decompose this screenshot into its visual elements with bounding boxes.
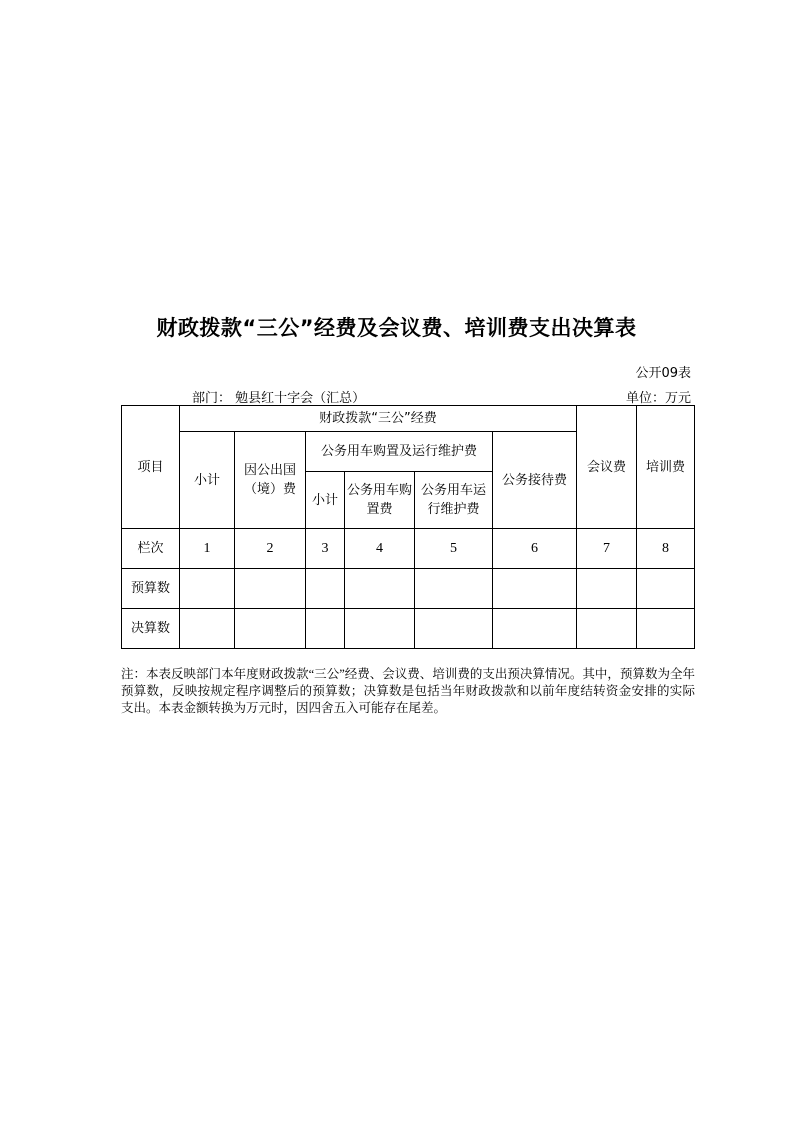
table-cell: 7 (577, 529, 637, 569)
table-cell (345, 569, 415, 609)
vehicle-group-header: 公务用车购置及运行维护费 (306, 432, 493, 472)
table-cell (415, 569, 493, 609)
page-title: 财政拨款“三公”经费及会议费、培训费支出决算表 (156, 316, 637, 340)
abroad-fee-header: 因公出国（境）费 (235, 432, 306, 529)
footnote: 注：本表反映部门本年度财政拨款“三公”经费、会议费、培训费的支出预决算情况。其中，预算数为全年预算数，反映按规定程序调整后的预算数；决算数是包括当年财政拨款和以前年度结转资金安排的实际支出。本表金额转换为万元时，因四舍五入可能存在尾差。 (121, 667, 695, 715)
table-cell (577, 569, 637, 609)
table-cell (306, 609, 345, 649)
reception-fee-header: 公务接待费 (493, 432, 577, 529)
table-cell: 1 (180, 529, 235, 569)
row-label: 栏次 (122, 529, 180, 569)
row-label: 预算数 (122, 569, 180, 609)
form-code: 公开09表 (635, 366, 691, 381)
table-cell (577, 609, 637, 649)
meeting-fee-header: 会议费 (577, 406, 637, 529)
table-cell (235, 569, 306, 609)
table-cell (345, 609, 415, 649)
table-cell (637, 569, 695, 609)
item-header: 项目 (122, 406, 180, 529)
table-cell: 8 (637, 529, 695, 569)
table-row (122, 609, 695, 649)
table-row (122, 529, 695, 569)
table-cell: 3 (306, 529, 345, 569)
three-public-header: 财政拨款“三公”经费 (180, 406, 577, 432)
table-row (122, 569, 695, 609)
table-cell (306, 569, 345, 609)
table-cell (180, 569, 235, 609)
training-fee-header: 培训费 (637, 406, 695, 529)
table-cell: 5 (415, 529, 493, 569)
vehicle-purchase-header: 公务用车购置费 (345, 472, 415, 529)
expenditure-table (121, 405, 695, 649)
table-cell (415, 609, 493, 649)
table-cell: 2 (235, 529, 306, 569)
table-cell (180, 609, 235, 649)
table-cell: 4 (345, 529, 415, 569)
table-cell (235, 609, 306, 649)
vehicle-operation-header: 公务用车运行维护费 (415, 472, 493, 529)
subtotal-header: 小计 (180, 432, 235, 529)
vehicle-subtotal-header: 小计 (306, 472, 345, 529)
table-cell (493, 609, 577, 649)
unit-label: 单位：万元 (625, 391, 691, 406)
table-cell: 6 (493, 529, 577, 569)
department-label: 部门： 勉县红十字会（汇总） (192, 391, 366, 406)
row-label: 决算数 (122, 609, 180, 649)
table-cell (637, 609, 695, 649)
table-cell (493, 569, 577, 609)
